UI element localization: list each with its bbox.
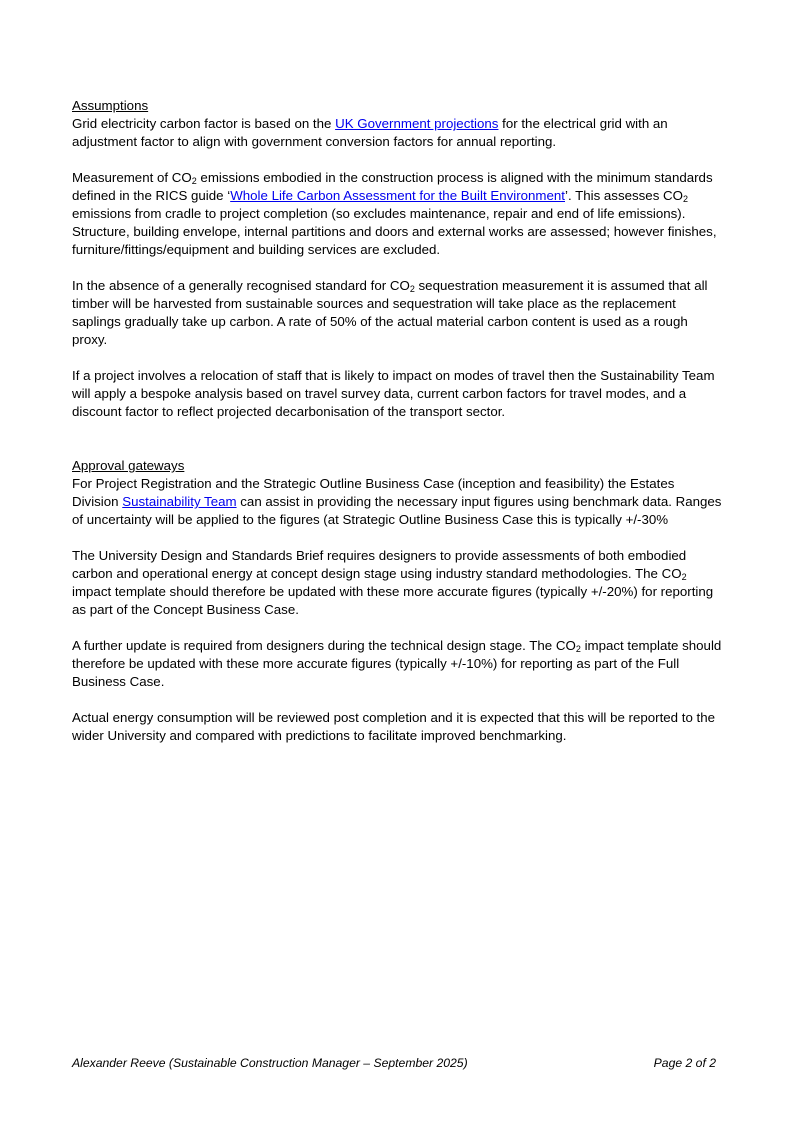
approval-paragraph-4: Actual energy consumption will be reviewed post completion and it is expected that this will be reported to the wider University and compared with predictions to facilitate improved benchmarking. xyxy=(72,710,716,743)
text: sequestration measurement it is assumed that all timber will be harvested from sustainable sources and sequestration will take place as the replacement saplings gradually take up carbon. A rate of 50% of the actual material carbon content is used as a rough proxy. xyxy=(72,278,708,347)
text: A further update is required from designers during the technical design stage. The CO xyxy=(72,638,576,653)
text: impact template should therefore be updated with these more accurate figures (typically +/-20%) for reporting as part of the Concept Business Case. xyxy=(72,584,714,617)
footer-page-number: Page 2 of 2 xyxy=(653,1056,716,1070)
text: The University Design and Standards Brief requires designers to provide assessments of both embodied carbon and operational energy at concept design stage using industry standard methodologies. The CO xyxy=(72,548,687,581)
assumptions-paragraph-1 xyxy=(72,115,724,151)
page-content xyxy=(72,97,724,745)
text: In the absence of a generally recognised standard for CO xyxy=(72,278,410,293)
text: emissions embodied in the construction process is aligned with the minimum standards defined in the RICS guide ‘ xyxy=(72,170,713,203)
subscript: 2 xyxy=(681,572,687,582)
assumptions-paragraph-3 xyxy=(72,277,724,349)
subscript: 2 xyxy=(682,194,688,204)
subscript: 2 xyxy=(575,644,581,654)
footer-author: Alexander Reeve (Sustainable Construction Manager – September 2025) xyxy=(72,1056,468,1070)
sustainability-team-link[interactable]: Sustainability Team xyxy=(122,494,237,509)
subscript: 2 xyxy=(191,176,197,186)
page-footer xyxy=(72,1054,716,1072)
assumptions-paragraph-4: If a project involves a relocation of staff that is likely to impact on modes of travel then the Sustainability Team will apply a bespoke analysis based on travel survey data, current carbon factors for travel modes, and a discount factor to reflect projected decarbonisation of the transport sector. xyxy=(72,368,715,419)
approval-paragraph-2 xyxy=(72,547,724,619)
text: can assist in providing the necessary input figures using benchmark data. Ranges of uncertainty will be applied to the figures (at Strategic Outline Business Case this is typically +/-30% xyxy=(72,494,722,527)
text: ’. This assesses CO xyxy=(565,188,683,203)
assumptions-paragraph-2 xyxy=(72,169,724,259)
text: Measurement of CO xyxy=(72,170,192,185)
uk-government-projections-link[interactable]: UK Government projections xyxy=(335,116,499,131)
text: impact template should therefore be updated with these more accurate figures (typically +/-10%) for reporting as part of the Full Business Case. xyxy=(72,638,722,689)
text: For Project Registration and the Strategic Outline Business Case (inception and feasibility) the Estates Division xyxy=(72,476,675,509)
text: Grid electricity carbon factor is based on the xyxy=(72,116,336,131)
text: emissions from cradle to project completion (so excludes maintenance, repair and end of life emissions). Structure, building envelope, internal partitions and doors and external works are assessed; however finishes, furniture/fittings/equipment and building services are excluded. xyxy=(72,206,717,257)
approval-paragraph-1 xyxy=(72,475,724,529)
text: for the electrical grid with an adjustment factor to align with government conversion factors for annual reporting. xyxy=(72,116,668,149)
approval-paragraph-3 xyxy=(72,637,724,691)
rics-guide-link[interactable]: Whole Life Carbon Assessment for the Built Environment xyxy=(230,188,565,203)
approval-gateways-heading: Approval gateways xyxy=(72,458,185,473)
assumptions-heading: Assumptions xyxy=(72,98,149,113)
subscript: 2 xyxy=(409,284,415,294)
